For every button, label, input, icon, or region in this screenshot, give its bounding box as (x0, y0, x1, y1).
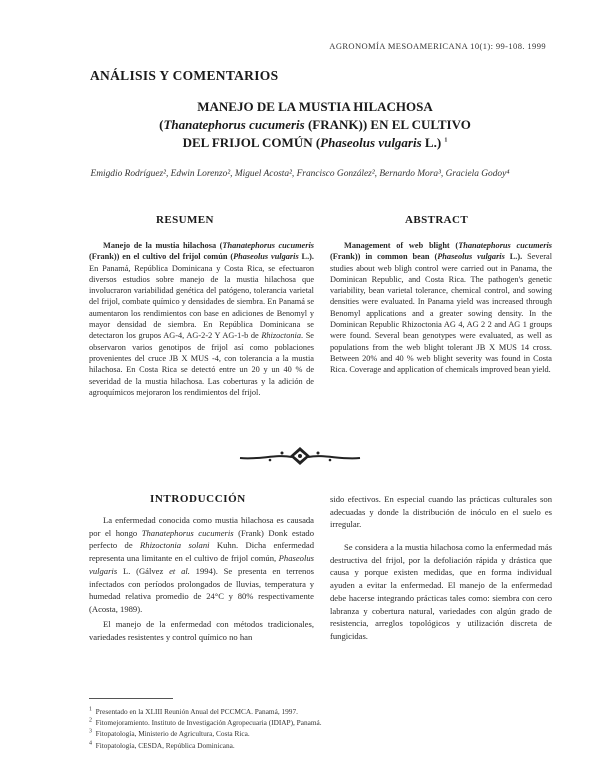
abstract-text: Management of web blight (Thanatephorus cucumeris (Frank)) in common bean (Phaseolus vulgaris L.). Several studies about web bligh control were carried out in Panama, the Dominican Republic, and Costa Rica. The pathogen's genetic variability, bean varietal tolerance, chemical control, and sowing densities were evaluated. In Panama yield was increased through Benomyl applications and a greater sowing density. In the Dominican Republic Rhizoctonia AG 4, AG 2 2 and AG 1 groups were found. Several bean genotypes were evaluated, as well as populations from the web blight tolerant JB X MUS 14 cross. Between 20% and 40 % web blight severity was found in Costa Rica. Coverage and application of chemicals improved bean yield. (330, 241, 553, 375)
footnote-2: $^2$ Fitomejoramiento. Instituto de Investigación Agropecuaria (IDIAP), Panamá. (89, 717, 322, 728)
ornament-divider-icon (230, 444, 370, 468)
footnote-4: $^4$ Fitopatología, CESDA, República Dominicana. (89, 740, 235, 750)
article-title (100, 98, 530, 152)
author-list: Emigdio Rodríguez², Edwin Lorenzo², Miguel Acosta², Francisco González², Bernardo Mora³, Graciela Godoy⁴ (90, 169, 510, 179)
intro-paragraph-3: sido efectivos. En especial cuando las prácticas culturales son adecuadas y donde la distribución de inóculo en el suelo es irregular. (330, 494, 552, 530)
title-line-1: MANEJO DE LA MUSTIA HILACHOSA (197, 99, 433, 114)
title-line-3: DEL FRIJOL COMÚN (Phaseolus vulgaris L.) $^1$ (182, 135, 448, 150)
resumen-text: Manejo de la mustia hilachosa (Thanatephorus cucumeris (Frank)) en el cultivo del frijol común (Phaseolus vulgaris L.). En Panamá, República Dominicana y Costa Rica, se efectuaron diversos estudios sobre manejo de la mustia hilachosa que involucraron variabilidad genética del patógeno, tolerancia varietal del frijol, combate químico y densidades de siembra. En Panamá se aumentaron los rendimientos con base en adiciones de Benomyl y mayor densidad de siembra. En República Dominicana se detectaron los grupos AG-4, AG-2-2 Y AG-1-b de Rhizoctonia. Se observaron varios genotipos de frijol así como poblaciones provenientes del cruce JB X MUS -4, con tolerancia a la mustia hilachosa. En Costa Rica se detectó entre un 20 y un 40 % de severidad de la mustia hilachosa. Las coberturas y la adición de agroquímicos mejoraron los rendimientos del frijol. (89, 241, 314, 397)
footnote-divider (89, 698, 173, 699)
resumen-heading: RESUMEN (156, 214, 214, 226)
intro-paragraph-1: La enfermedad conocida como mustia hilachosa es causada por el hongo Thanatephorus cucumeris (Frank) Donk estado perfecto de Rhizoctonia solani Kuhn. Dicha enfermedad representa una limitante en el cultivo de frijol común, Phaseolus vulgaris L. (Gálvez et al. 1994). Se presenta en terrenos infectados con períodos prolongados de lluvias, temperatura y humedad relativa promedio de 24°C y 80% respectivamente (Acosta, 1989). (89, 515, 315, 614)
abstract-heading: ABSTRACT (405, 214, 469, 226)
introduction-heading: INTRODUCCIÓN (150, 493, 246, 505)
journal-header: AGRONOMÍA MESOAMERICANA 10(1): 99-108. 1999 (329, 41, 546, 51)
title-line-2: (Thanatephorus cucumeris (FRANK)) EN EL CULTIVO (159, 117, 471, 132)
intro-paragraph-2: El manejo de la enfermedad con métodos tradicionales, variedades resistentes y control químico no han (89, 619, 314, 642)
footnote-3: $^3$ Fitopatología, Ministerio de Agricultura, Costa Rica. (89, 728, 250, 739)
section-heading: ANÁLISIS Y COMENTARIOS (90, 68, 279, 83)
footnotes (89, 706, 549, 751)
footnote-1: $^1$ Presentado en la XLIII Reunión Anual del PCCMCA. Panamá, 1997. (89, 706, 298, 716)
intro-paragraph-4: Se considera a la mustia hilachosa como la enfermedad más destructiva del frijol, por la defoliación rápida y drástica que causa y porque existen medidas, que en forma individual ayuden a evitar la enfermedad. El manejo de la enfermedad debe hacerse integrando prácticas tales como: siembra con cero labranza y cobertura natural, variedades con algún grado de resistencia, arreglos topológicos y utilización discreta de fungicidas. (330, 542, 552, 641)
